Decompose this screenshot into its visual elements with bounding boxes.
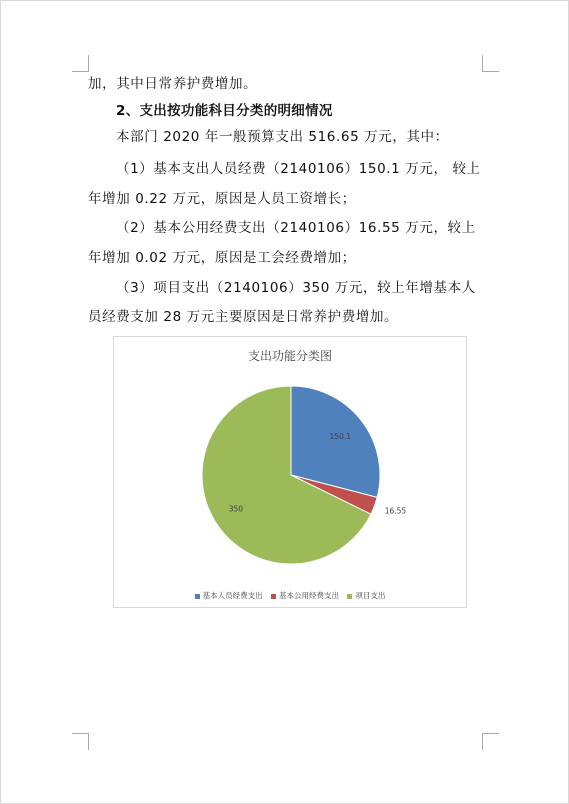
paragraph-line: 加，其中日常养护费增加。 bbox=[88, 76, 258, 92]
paragraph-line: （3）项目支出（2140106）350 万元，较上年增基本人 bbox=[116, 280, 476, 296]
margin-mark-top-left bbox=[72, 55, 89, 72]
legend-swatch bbox=[271, 594, 276, 599]
paragraph-line: （1）基本支出人员经费（2140106）150.1 万元， 较上 bbox=[116, 161, 481, 177]
chart-legend bbox=[114, 590, 466, 601]
data-label: 350 bbox=[228, 504, 244, 514]
data-label: 16.55 bbox=[384, 506, 407, 516]
section-heading: 2、支出按功能科目分类的明细情况 bbox=[116, 103, 333, 119]
legend-item bbox=[347, 590, 385, 601]
paragraph-line: 年增加 0.22 万元，原因是人员工资增长； bbox=[88, 191, 356, 207]
legend-item bbox=[195, 590, 263, 601]
paragraph-line: （2）基本公用经费支出（2140106）16.55 万元，较上 bbox=[116, 220, 476, 236]
margin-mark-top-right bbox=[482, 55, 499, 72]
legend-label: 基本人员经费支出 bbox=[202, 591, 263, 600]
legend-label: 基本公用经费支出 bbox=[279, 591, 339, 600]
paragraph-line: 员经费支加 28 万元主要原因是日常养护费增加。 bbox=[88, 309, 399, 325]
legend-label: 项目支出 bbox=[355, 591, 386, 600]
pie-chart-canvas bbox=[114, 337, 466, 607]
pie-chart bbox=[113, 336, 467, 608]
legend-swatch bbox=[195, 594, 200, 599]
chart-title: 支出功能分类图 bbox=[247, 349, 332, 363]
margin-mark-bottom-right bbox=[482, 733, 499, 750]
margin-mark-bottom-left bbox=[72, 733, 89, 750]
legend-item bbox=[271, 590, 339, 601]
paragraph-line: 年增加 0.02 万元，原因是工会经费增加； bbox=[88, 250, 356, 266]
paragraph-line: 本部门 2020 年一般预算支出 516.65 万元，其中： bbox=[116, 129, 449, 145]
data-label: 150.1 bbox=[329, 431, 352, 441]
legend-swatch bbox=[347, 594, 352, 599]
